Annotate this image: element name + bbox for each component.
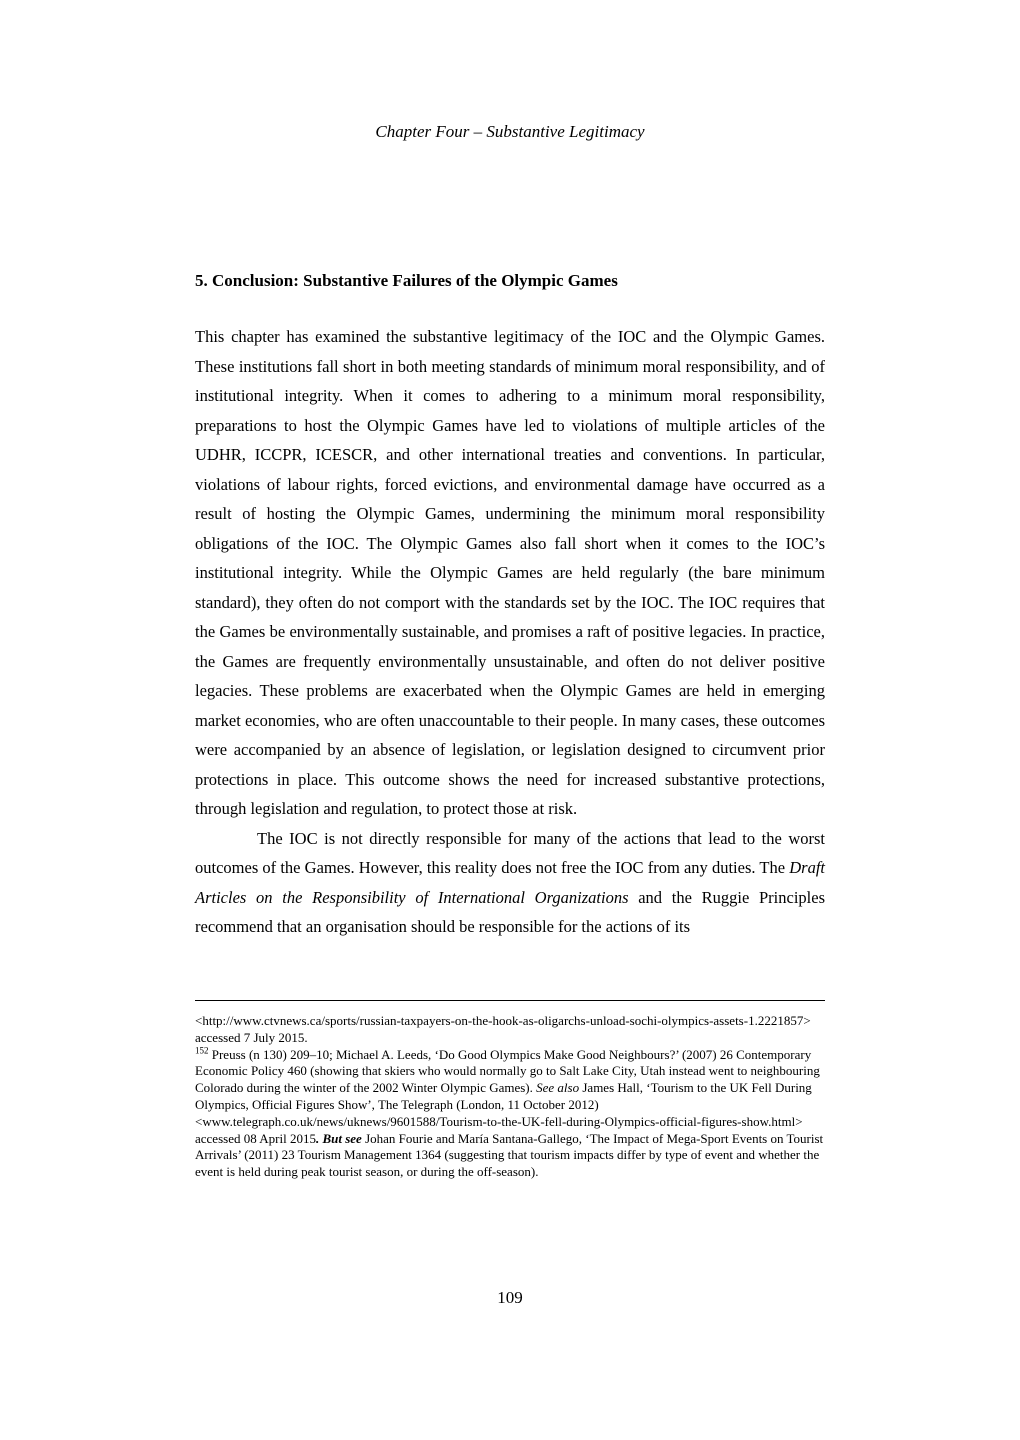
footnote-carryover: <http://www.ctvnews.ca/sports/russian-taxpayers-on-the-hook-as-oligarchs-unload-sochi-olympics-assets-1.2221857> accessed 7 July 2015. bbox=[195, 1013, 811, 1045]
running-header: Chapter Four – Substantive Legitimacy bbox=[375, 122, 645, 141]
footnote-but-see-signal: . But see bbox=[315, 1130, 362, 1146]
footnote-text-segment: Johan Fourie and María Santana-Gallego, ‘The Impact of Mega-Sport Events on Tourist Arrivals’ (2011) 23 Tourism Management 1364 (suggesting that tourism impacts differ by type of event and whether the event is held during peak tourist season, or during the off-season). bbox=[195, 1130, 824, 1180]
para2-text-segment: and the Ruggie Principles recommend that an organisation should be responsible for the actions of its bbox=[195, 887, 825, 936]
footnote-separator-rule bbox=[195, 1000, 825, 1001]
para2-text-segment: The IOC is not directly responsible for many of the actions that lead to the worst outcomes of the Games. However, this reality does not free the IOC from any duties. The bbox=[195, 828, 825, 877]
para2-italic-title: Draft Articles on the Responsibility of International Organizations bbox=[195, 858, 825, 907]
section-heading: 5. Conclusion: Substantive Failures of the Olympic Games bbox=[195, 271, 618, 290]
footnote-see-also-signal: See also bbox=[536, 1080, 580, 1096]
body-paragraph-2 bbox=[195, 824, 825, 942]
footnotes-section bbox=[195, 1000, 825, 1181]
footnote-152 bbox=[195, 1047, 825, 1181]
body-paragraph-1: This chapter has examined the substantive legitimacy of the IOC and the Olympic Games. These institutions fall short in both meeting standards of minimum moral responsibility, and of institutional integrity. When it comes to adhering to a minimum moral responsibility, preparations to host the Olympic Games have led to violations of multiple articles of the UDHR, ICCPR, ICESCR, and other international treaties and conventions. In particular, violations of labour rights, forced evictions, and environmental damage have occurred as a result of hosting the Olympic Games, undermining the minimum moral responsibility obligations of the IOC. The Olympic Games also fall short when it comes to the IOC’s institutional integrity. While the Olympic Games are held regularly (the bare minimum standard), they often do not comport with the standards set by the IOC. The IOC requires that the Games be environmentally sustainable, and promises a raft of positive legacies. In practice, the Games are frequently environmentally unsustainable, and often do not deliver positive legacies. These problems are exacerbated when the Olympic Games are held in emerging market economies, who are often unaccountable to their people. In many cases, these outcomes were accompanied by an absence of legislation, or legislation designed to circumvent prior protections in place. This outcome shows the need for increased substantive protections, through legislation and regulation, to protect those at risk. bbox=[195, 327, 825, 818]
page-content bbox=[195, 270, 825, 942]
page-number: 109 bbox=[497, 1288, 523, 1307]
footnote-text-segment: James Hall, ‘Tourism to the UK Fell During Olympics, Official Figures Show’, The Telegraph (London, 11 October 2012) <www.telegraph.co.uk/news/uknews/9601588/Tourism-to-the-UK-fell-during-Olympics-official-figures-show.html> accessed 08 April 2015 bbox=[195, 1080, 812, 1146]
footnote-text-segment: Preuss (n 130) 209–10; Michael A. Leeds, ‘Do Good Olympics Make Good Neighbours?’ (2007) 26 Contemporary Economic Policy 460 (showing that skiers who would normally go to Salt Lake City, Utah instead went to neighbouring Colorado during the winter of the 2002 Winter Olympic Games). bbox=[195, 1046, 820, 1096]
footnote-marker-152: 152 bbox=[195, 1045, 209, 1056]
